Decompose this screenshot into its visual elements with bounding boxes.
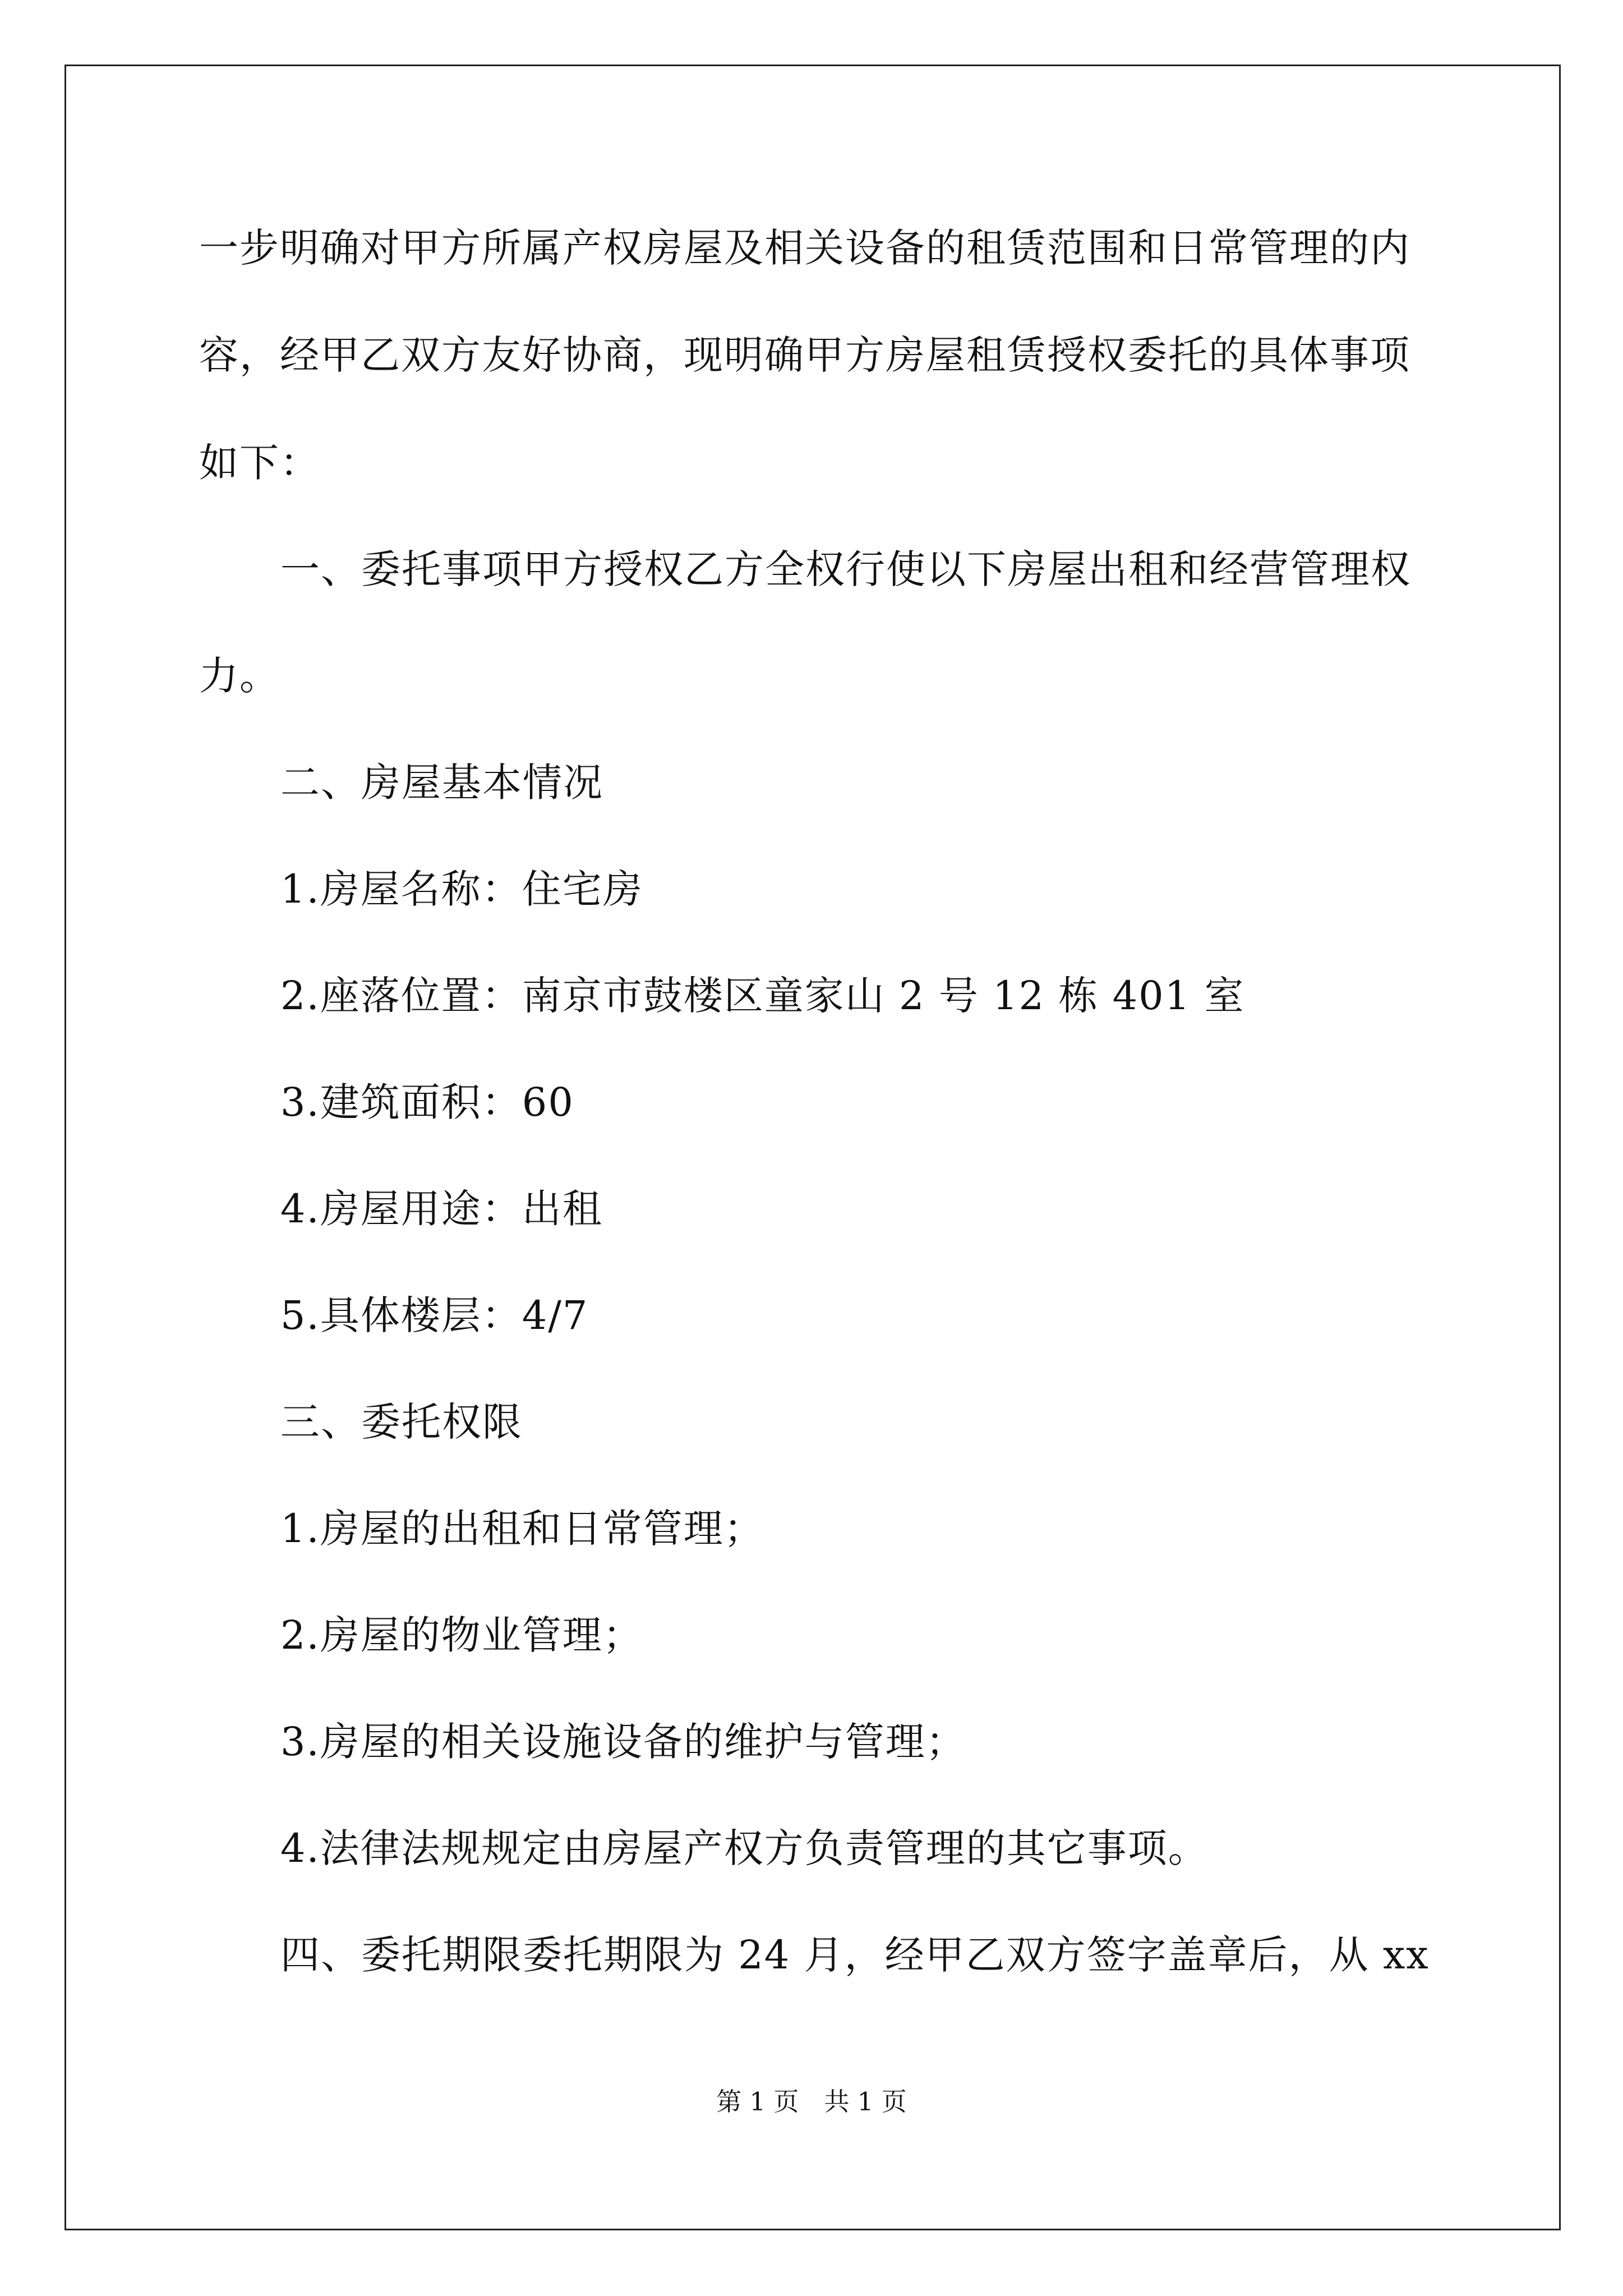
list-item: 4.法律法规规定由房屋产权方负责管理的其它事项。 — [280, 1825, 1209, 1871]
page-footer: 第 1 页 共 1 页 — [716, 2087, 907, 2116]
section-heading: 三、委托权限 — [280, 1399, 523, 1445]
paragraph-line: 一步明确对甲方所属产权房屋及相关设备的租赁范围和日常管理的内 — [199, 225, 1410, 271]
list-item: 5.具体楼层：4/7 — [280, 1292, 589, 1338]
list-item: 1.房屋名称：住宅房 — [280, 866, 643, 912]
paragraph-line: 容，经甲乙双方友好协商，现明确甲方房屋租赁授权委托的具体事项 — [199, 332, 1410, 378]
list-item: 2.房屋的物业管理； — [280, 1612, 643, 1658]
paragraph-line: 一、委托事项甲方授权乙方全权行使以下房屋出租和经营管理权 — [280, 546, 1411, 592]
list-item: 2.座落位置：南京市鼓楼区童家山 2 号 12 栋 401 室 — [280, 973, 1245, 1019]
paragraph-line: 如下： — [199, 440, 320, 486]
list-item: 4.房屋用途：出租 — [280, 1186, 603, 1232]
list-item: 3.房屋的相关设施设备的维护与管理； — [280, 1719, 966, 1765]
page-border — [64, 65, 1561, 2230]
section-heading: 二、房屋基本情况 — [280, 760, 603, 806]
paragraph-line: 力。 — [199, 653, 280, 699]
section-heading: 四、委托期限委托期限为 24 月，经甲乙双方签字盖章后，从 xx — [280, 1932, 1430, 1978]
list-item: 1.房屋的出租和日常管理； — [280, 1506, 764, 1552]
list-item: 3.建筑面积：60 — [280, 1079, 574, 1125]
